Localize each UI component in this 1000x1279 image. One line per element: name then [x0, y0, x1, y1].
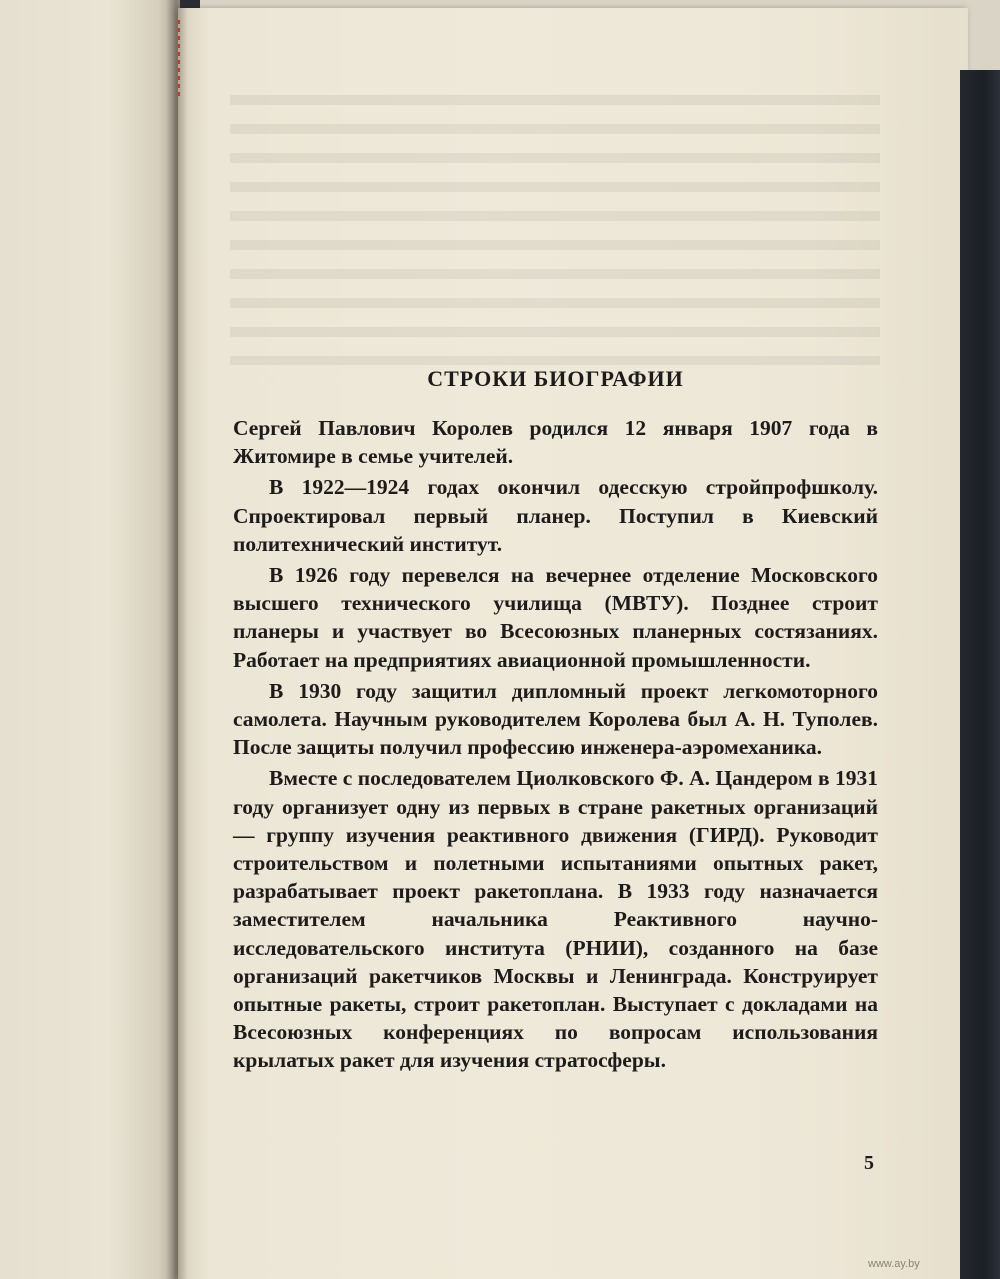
watermark: www.ay.by [868, 1258, 920, 1270]
left-page [0, 0, 180, 1279]
page-title: СТРОКИ БИОГРАФИИ [427, 366, 684, 391]
page-number: 5 [864, 1152, 874, 1174]
paragraph-birth: Сергей Павлович Королев родился 12 января 1907 года в Житомире в семье учителей. [233, 416, 878, 469]
biography-text [233, 366, 878, 1078]
book-cover-edge [960, 70, 1000, 1279]
paragraph-diploma: В 1930 году защитил дипломный проект легкомоторного самолета. Научным руководителем Королева был А. Н. Туполев. После защиты получил профессию инженера-аэромеханика. [233, 678, 878, 760]
show-through-text [230, 95, 880, 365]
book-gutter [166, 0, 188, 1279]
paragraph-mvtu: В 1926 году перевелся на вечернее отделение Московского высшего технического училища (МВТУ). Позднее строит планеры и участвует во Всесоюзных планерных состязаниях. Работает на предприятиях авиационной промышленности. [233, 563, 878, 672]
paragraph-gird: Вместе с последователем Циолковского Ф. А. Цандером в 1931 году организует одну из первых в стране ракетных организаций — группу изучения реактивного движения (ГИРД). Руководит строительством и полетными испытаниями опытных ракет, разрабатывает проект ракетоплана. В 1933 году назначается заместителем начальника Реактивного научно-исследовательского института (РНИИ), созданного на базе организаций ракетчиков Москвы и Ленинграда. Конструирует опытные ракеты, строит ракетоплан. Выступает с докладами на Всесоюзных конференциях по вопросам использования крылатых ракет для изучения стратосферы. [233, 766, 879, 1073]
paragraph-education: В 1922—1924 годах окончил одесскую стройпрофшколу. Спроектировал первый планер. Поступил в Киевский политехнический институт. [233, 475, 878, 556]
binding-thread [178, 20, 180, 100]
